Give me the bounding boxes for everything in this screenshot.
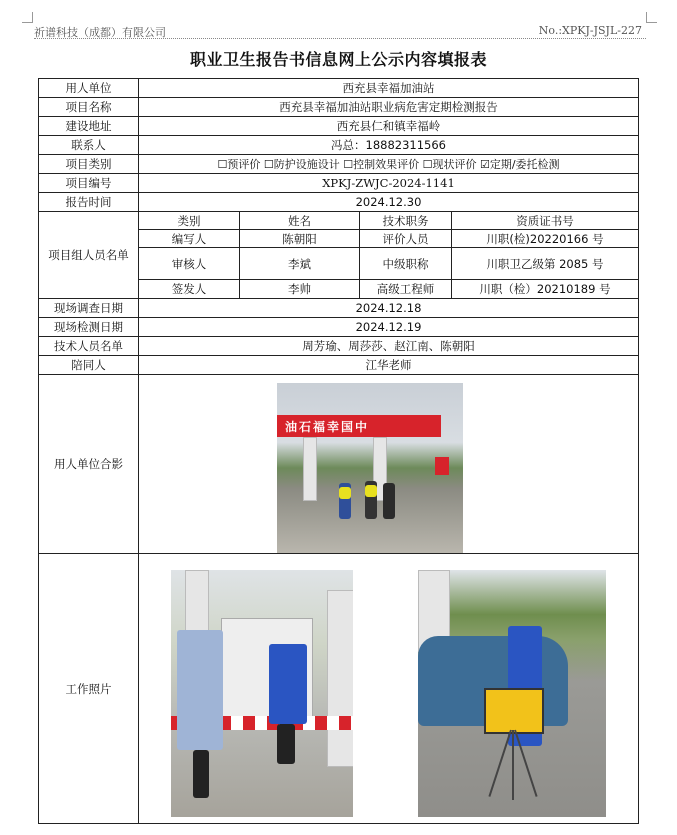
escort-value: 江华老师 xyxy=(139,356,639,375)
test-date-value: 2024.12.19 xyxy=(139,318,639,337)
category-option-label: 防护设施设计 xyxy=(273,158,340,171)
category-options xyxy=(139,155,639,174)
staff-label-text: 项目组人员名单 xyxy=(48,248,129,262)
person-figure xyxy=(383,483,395,519)
staff-title: 评价人员 xyxy=(360,230,452,248)
table-row xyxy=(39,174,639,193)
employer-value: 西充县幸福加油站 xyxy=(139,79,639,98)
staff-header: 类别 xyxy=(139,212,240,230)
category-option-checkbox[interactable]: ☐ xyxy=(422,158,433,171)
address-value: 西充县仁和镇幸福岭 xyxy=(139,117,639,136)
table-row xyxy=(39,193,639,212)
category-option-label: 现状评价 xyxy=(432,158,477,171)
address-label: 建设地址 xyxy=(39,117,139,136)
escort-label: 陪同人 xyxy=(39,356,139,375)
staff-label xyxy=(39,212,139,299)
tripod-leg xyxy=(488,730,512,797)
category-option-label: 定期/委托检测 xyxy=(489,158,560,171)
staff-cert: 川职（检）20210189 号 xyxy=(452,280,639,299)
survey-date-label: 现场调查日期 xyxy=(39,299,139,318)
project-no-label: 项目编号 xyxy=(39,174,139,193)
staff-header: 技术职务 xyxy=(360,212,452,230)
staff-role: 签发人 xyxy=(139,280,240,299)
company-name: 祈谱科技（成都）有限公司 xyxy=(34,26,166,39)
technicians-value: 周芳瑜、周莎莎、赵江南、陈朝阳 xyxy=(139,337,639,356)
staff-title: 中级职称 xyxy=(360,248,452,280)
group-photo xyxy=(277,383,463,553)
person-legs xyxy=(277,724,295,764)
margin-corner-mark xyxy=(22,12,33,23)
contact-label: 联系人 xyxy=(39,136,139,155)
table-row xyxy=(39,79,639,98)
margin-corner-mark xyxy=(646,12,657,23)
staff-name: 李帅 xyxy=(240,280,360,299)
table-row xyxy=(39,356,639,375)
staff-name: 陈朝阳 xyxy=(240,230,360,248)
staff-header: 资质证书号 xyxy=(452,212,639,230)
work-photos-label: 工作照片 xyxy=(39,554,139,824)
project-name-value: 西充县幸福加油站职业病危害定期检测报告 xyxy=(139,98,639,117)
survey-date-value: 2024.12.18 xyxy=(139,299,639,318)
category-label: 项目类别 xyxy=(39,155,139,174)
category-option-label: 控制效果评价 xyxy=(353,158,420,171)
table-row xyxy=(39,337,639,356)
table-row xyxy=(39,299,639,318)
staff-name: 李斌 xyxy=(240,248,360,280)
technicians-label: 技术人员名单 xyxy=(39,337,139,356)
canopy-pillar xyxy=(327,590,353,767)
table-row xyxy=(39,318,639,337)
person-figure xyxy=(177,630,223,750)
category-option-checkbox[interactable]: ☑ xyxy=(479,158,490,171)
category-option-label: 预评价 xyxy=(227,158,261,171)
contact-value: 冯总：18882311566 xyxy=(139,136,639,155)
project-name-label: 项目名称 xyxy=(39,98,139,117)
safety-vest xyxy=(365,485,377,497)
category-option-checkbox[interactable]: ☐ xyxy=(217,158,228,171)
category-option-checkbox[interactable]: ☐ xyxy=(263,158,274,171)
person-legs xyxy=(193,750,209,798)
table-row xyxy=(39,136,639,155)
canopy-pillar xyxy=(303,437,317,501)
person-figure xyxy=(269,644,307,724)
staff-role: 审核人 xyxy=(139,248,240,280)
canopy-sign-text: 油石福幸国中 xyxy=(285,420,370,434)
table-row xyxy=(39,98,639,117)
work-photo-sampling xyxy=(418,570,606,817)
group-photo-label: 用人单位合影 xyxy=(39,375,139,554)
sampling-meter xyxy=(484,688,544,734)
employer-label: 用人单位 xyxy=(39,79,139,98)
document-code: No.:XPKJ-JSJL-227 xyxy=(538,24,642,37)
page-title: 职业卫生报告书信息网上公示内容填报表 xyxy=(189,50,487,69)
test-date-label: 现场检测日期 xyxy=(39,318,139,337)
table-row xyxy=(39,155,639,174)
tripod-leg xyxy=(512,730,514,800)
category-option-checkbox[interactable]: ☐ xyxy=(343,158,354,171)
page-header xyxy=(34,22,646,39)
station-canopy xyxy=(277,415,441,437)
report-time-value: 2024.12.30 xyxy=(139,193,639,212)
staff-title: 高级工程师 xyxy=(360,280,452,299)
staff-cert: 川职(检)20220166 号 xyxy=(452,230,639,248)
staff-role: 编写人 xyxy=(139,230,240,248)
staff-header: 姓名 xyxy=(240,212,360,230)
price-sign xyxy=(435,457,449,475)
table-row xyxy=(39,212,639,230)
work-photo-dispenser xyxy=(171,570,353,817)
table-row xyxy=(39,117,639,136)
staff-cert: 川职卫乙级第 2085 号 xyxy=(452,248,639,280)
project-no-value: XPKJ-ZWJC-2024-1141 xyxy=(139,174,639,193)
report-time-label: 报告时间 xyxy=(39,193,139,212)
safety-vest xyxy=(339,487,351,499)
